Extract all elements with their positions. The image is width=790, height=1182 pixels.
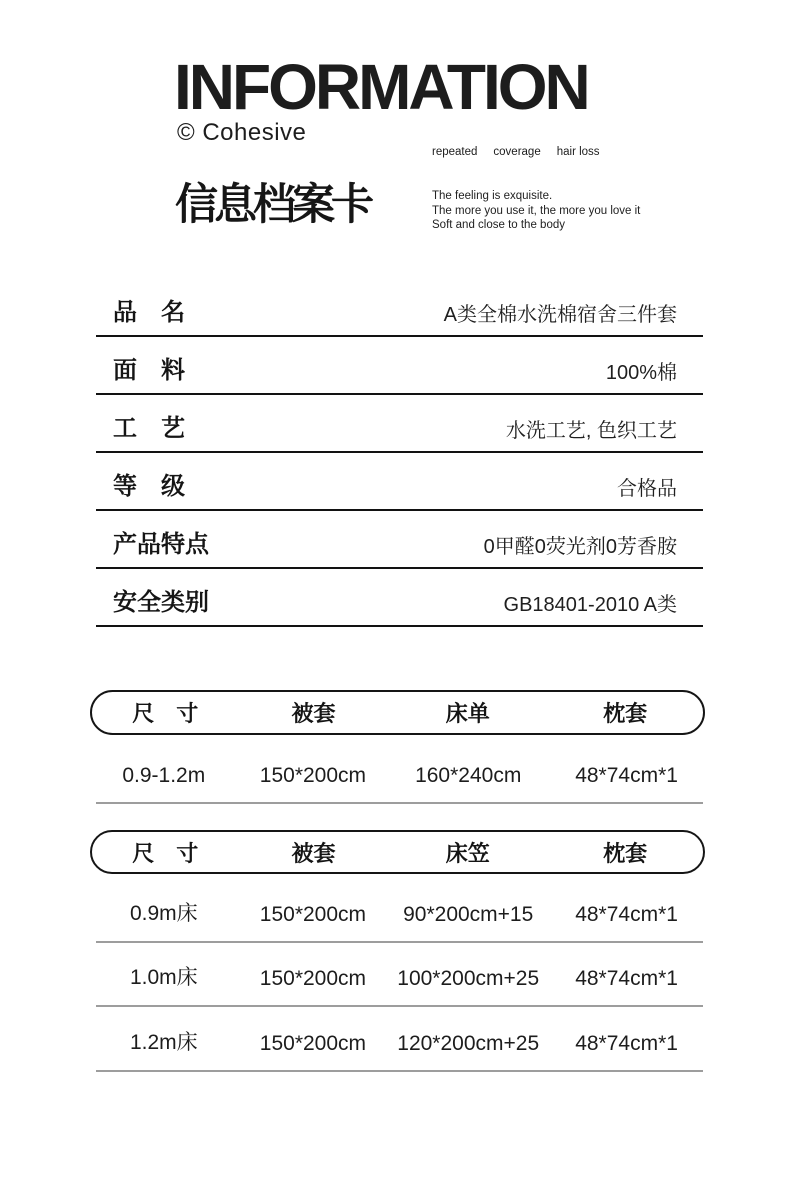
size-table-row <box>90 874 705 941</box>
size-cell: 0.9-1.2m <box>122 764 206 787</box>
brand-title: INFORMATION <box>174 51 588 123</box>
size-cell: 160*240cm <box>415 764 522 787</box>
page-title-chinese: 信息档案卡 <box>175 181 370 229</box>
size-cell: 150*200cm <box>259 764 367 787</box>
size-cell: 48*74cm*1 <box>575 764 678 787</box>
size-table-row <box>90 943 705 1005</box>
tagline-line: The more you use it, the more you love it <box>432 204 641 217</box>
separator-line <box>96 802 703 804</box>
spec-value: 水洗工艺, 色织工艺 <box>505 420 677 442</box>
keyword-item: repeated <box>432 146 478 158</box>
spec-row-features <box>96 511 703 569</box>
spec-value: 0甲醛0荧光剂0芳香胺 <box>483 536 677 558</box>
size-cell: 0.9m床 <box>129 902 198 925</box>
spec-label: 工 艺 <box>113 415 185 442</box>
spec-row-grade <box>96 453 703 511</box>
spec-row-safety-category <box>96 569 703 627</box>
spec-label: 面 料 <box>113 357 185 384</box>
spec-label: 产品特点 <box>113 531 209 558</box>
tagline-line: The feeling is exquisite. <box>432 190 553 202</box>
size-table-2-rows <box>90 874 705 1072</box>
size-cell: 90*200cm+15 <box>403 903 534 926</box>
size-cell: 100*200cm+25 <box>397 967 540 990</box>
tagline <box>432 189 640 233</box>
size-cell: 150*200cm <box>259 903 367 926</box>
keyword-item: hair loss <box>556 146 600 158</box>
brand-copyright: © Cohesive <box>177 119 307 146</box>
keyword-item: coverage <box>493 146 541 158</box>
size-cell: 120*200cm+25 <box>397 1032 540 1055</box>
spec-value: 100%棉 <box>605 362 677 384</box>
size-table-header-cell: 枕套 <box>603 701 648 726</box>
size-table-row <box>90 1007 705 1070</box>
keyword-list <box>432 146 600 158</box>
size-cell: 48*74cm*1 <box>575 967 678 990</box>
size-table-header-cell: 被套 <box>291 840 336 866</box>
size-table-header-cell: 枕套 <box>603 840 648 866</box>
size-table-1-rows <box>90 735 705 804</box>
spec-row-craft <box>96 395 703 453</box>
spec-value: A类全棉水洗棉宿舍三件套 <box>443 304 677 326</box>
size-table-2-header <box>90 830 705 874</box>
size-cell: 1.2m床 <box>129 1031 198 1054</box>
size-table-header-cell: 尺 寸 <box>132 840 199 866</box>
size-cell: 150*200cm <box>259 1032 367 1055</box>
separator-line <box>96 1070 703 1072</box>
size-table-row <box>90 735 705 802</box>
size-cell: 48*74cm*1 <box>575 1032 678 1055</box>
spec-label: 等 级 <box>113 473 185 500</box>
spec-table <box>96 279 703 627</box>
spec-row-product-name <box>96 279 703 337</box>
spec-row-fabric <box>96 337 703 395</box>
spec-value: GB18401-2010 A类 <box>503 594 677 616</box>
tagline-line: Soft and close to the body <box>432 219 565 231</box>
size-table-header-cell: 床单 <box>445 701 490 726</box>
size-cell: 48*74cm*1 <box>575 903 678 926</box>
size-cell: 1.0m床 <box>129 966 198 989</box>
spec-value: 合格品 <box>617 478 677 500</box>
size-cell: 150*200cm <box>259 967 367 990</box>
spec-label: 安全类别 <box>113 589 209 616</box>
size-table-header-cell: 尺 寸 <box>132 701 199 726</box>
size-table-header-cell: 被套 <box>291 701 336 726</box>
size-table-header-cell: 床笠 <box>445 840 490 866</box>
size-table-1-header <box>90 690 705 735</box>
spec-label: 品 名 <box>113 299 185 326</box>
